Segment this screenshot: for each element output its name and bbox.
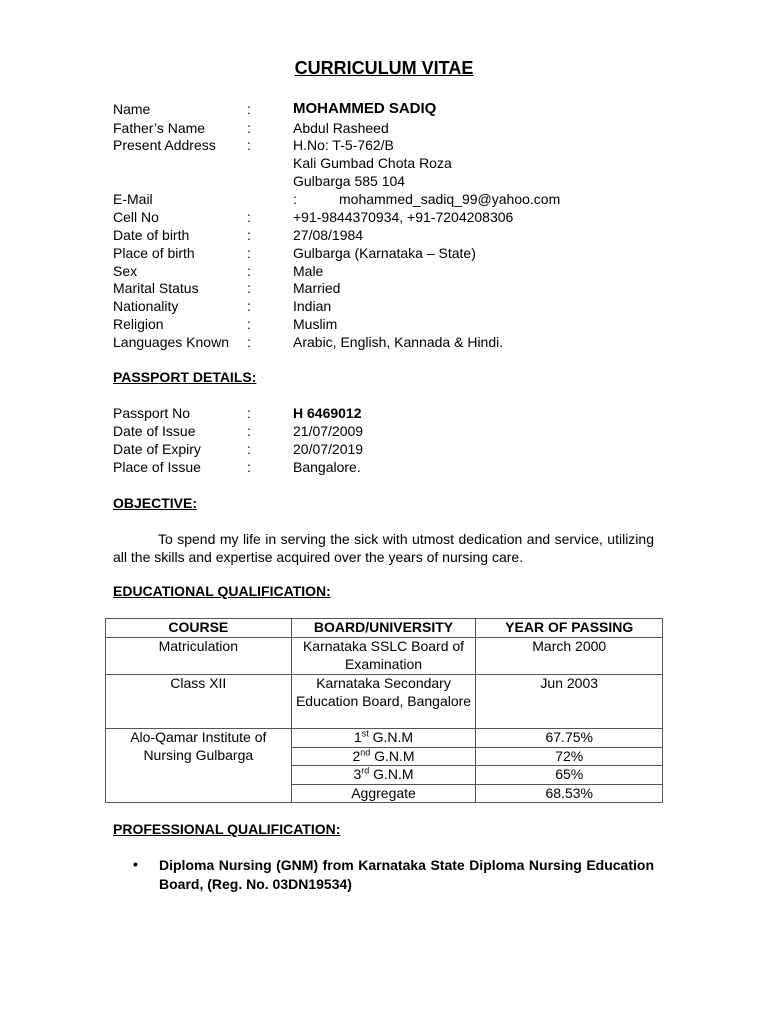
document-title: CURRICULUM VITAE (294, 58, 474, 78)
column-header: BOARD/UNIVERSITY (291, 619, 476, 638)
list-item: Diploma Nursing (GNM) from Karnataka State Diploma Nursing Education Board, (Reg. No. 03DN19534) (159, 857, 654, 892)
year-cell: 65% (476, 766, 663, 785)
table-row (106, 675, 663, 729)
gnm-year: 1 (353, 729, 362, 745)
languages-value: Arabic, English, Kannada & Hindi. (293, 334, 504, 350)
issue-date-label: Date of Issue (113, 423, 196, 439)
gnm-label: G.N.M (370, 747, 415, 764)
religion-label: Religion (113, 316, 164, 332)
colon: : (247, 280, 251, 296)
dob-value: 27/08/1984 (293, 227, 364, 243)
name-label: Name (113, 101, 151, 117)
course-cell: Class XII (106, 675, 292, 729)
year-cell: 68.53% (476, 784, 663, 803)
passport-heading: PASSPORT DETAILS: (113, 369, 257, 385)
education-table (105, 618, 663, 803)
father-value: Abdul Rasheed (293, 120, 389, 136)
board-cell: Karnataka SSLC Board of Examination (291, 638, 476, 675)
colon: : (247, 137, 251, 153)
gnm-label: G.N.M (369, 766, 414, 782)
issue-date-value: 21/07/2009 (293, 423, 364, 439)
colon: : (247, 405, 251, 421)
cell-label: Cell No (113, 209, 159, 225)
colon: : (247, 101, 251, 117)
table-header-row (106, 619, 663, 638)
colon: : (247, 298, 251, 314)
address-line-2: Kali Gumbad Chota Roza (293, 155, 452, 171)
education-heading: EDUCATIONAL QUALIFICATION: (113, 583, 331, 599)
year-cell: March 2000 (476, 638, 663, 675)
table-row (106, 729, 663, 748)
professional-heading: PROFESSIONAL QUALIFICATION: (113, 821, 341, 837)
year-cell: 67.75% (476, 729, 663, 748)
objective-heading: OBJECTIVE: (113, 495, 198, 511)
objective-paragraph (113, 530, 654, 566)
course-cell: Alo-Qamar Institute of Nursing Gulbarga (106, 729, 292, 803)
languages-label: Languages Known (113, 334, 229, 350)
colon: : (247, 441, 251, 457)
course-cell: Matriculation (106, 638, 292, 675)
colon: : (247, 263, 251, 279)
cell-value: +91-9844370934, +91-7204208306 (293, 209, 514, 225)
column-header: COURSE (106, 619, 292, 638)
pob-value: Gulbarga (Karnataka – State) (293, 245, 476, 261)
issue-place-label: Place of Issue (113, 459, 201, 475)
gnm-year: 3 (353, 766, 362, 782)
board-cell (291, 729, 476, 748)
objective-text: To spend my life in serving the sick with utmost dedication and service, utilizing all the skills and expertise acquired over the years of nursing care. (113, 531, 654, 565)
colon: : (247, 316, 251, 332)
passport-no-value: H 6469012 (293, 405, 362, 421)
address-label: Present Address (113, 137, 216, 153)
ordinal-suffix: nd (360, 746, 371, 757)
marital-value: Married (293, 280, 341, 296)
gnm-label: G.N.M (368, 729, 414, 745)
name-value: MOHAMMED SADIQ (293, 100, 437, 117)
column-header: YEAR OF PASSING (476, 619, 663, 638)
nationality-label: Nationality (113, 298, 179, 314)
colon: : (247, 423, 251, 439)
colon: : (247, 227, 251, 243)
colon: : (293, 191, 297, 207)
religion-value: Muslim (293, 316, 338, 332)
gnm-year: 2 (352, 747, 361, 764)
year-cell: Jun 2003 (476, 675, 663, 729)
expiry-date-label: Date of Expiry (113, 441, 201, 457)
address-line-1: H.No: T-5-762/B (293, 137, 394, 153)
colon: : (247, 459, 251, 475)
passport-no-label: Passport No (113, 405, 191, 421)
colon: : (247, 120, 251, 136)
colon: : (247, 209, 251, 225)
board-cell: Aggregate (291, 784, 476, 803)
nationality-value: Indian (293, 298, 332, 314)
table-row (106, 638, 663, 675)
email-label: E-Mail (113, 191, 153, 207)
bullet-icon: • (133, 856, 138, 872)
sex-value: Male (293, 263, 324, 279)
marital-label: Marital Status (113, 280, 199, 296)
board-cell: Karnataka Secondary Education Board, Bangalore (291, 675, 476, 729)
address-line-3: Gulbarga 585 104 (293, 173, 406, 189)
expiry-date-value: 20/07/2019 (293, 441, 364, 457)
board-cell (291, 766, 476, 785)
issue-place-value: Bangalore. (293, 459, 361, 475)
ordinal-suffix: rd (361, 765, 370, 776)
pob-label: Place of birth (113, 245, 195, 261)
email-value: mohammed_sadiq_99@yahoo.com (339, 191, 561, 207)
colon: : (247, 245, 251, 261)
colon: : (247, 334, 251, 350)
ordinal-suffix: st (361, 728, 369, 739)
board-cell (291, 747, 476, 766)
father-label: Father’s Name (113, 120, 206, 136)
sex-label: Sex (113, 263, 138, 279)
year-cell: 72% (476, 747, 663, 766)
dob-label: Date of birth (113, 227, 190, 243)
